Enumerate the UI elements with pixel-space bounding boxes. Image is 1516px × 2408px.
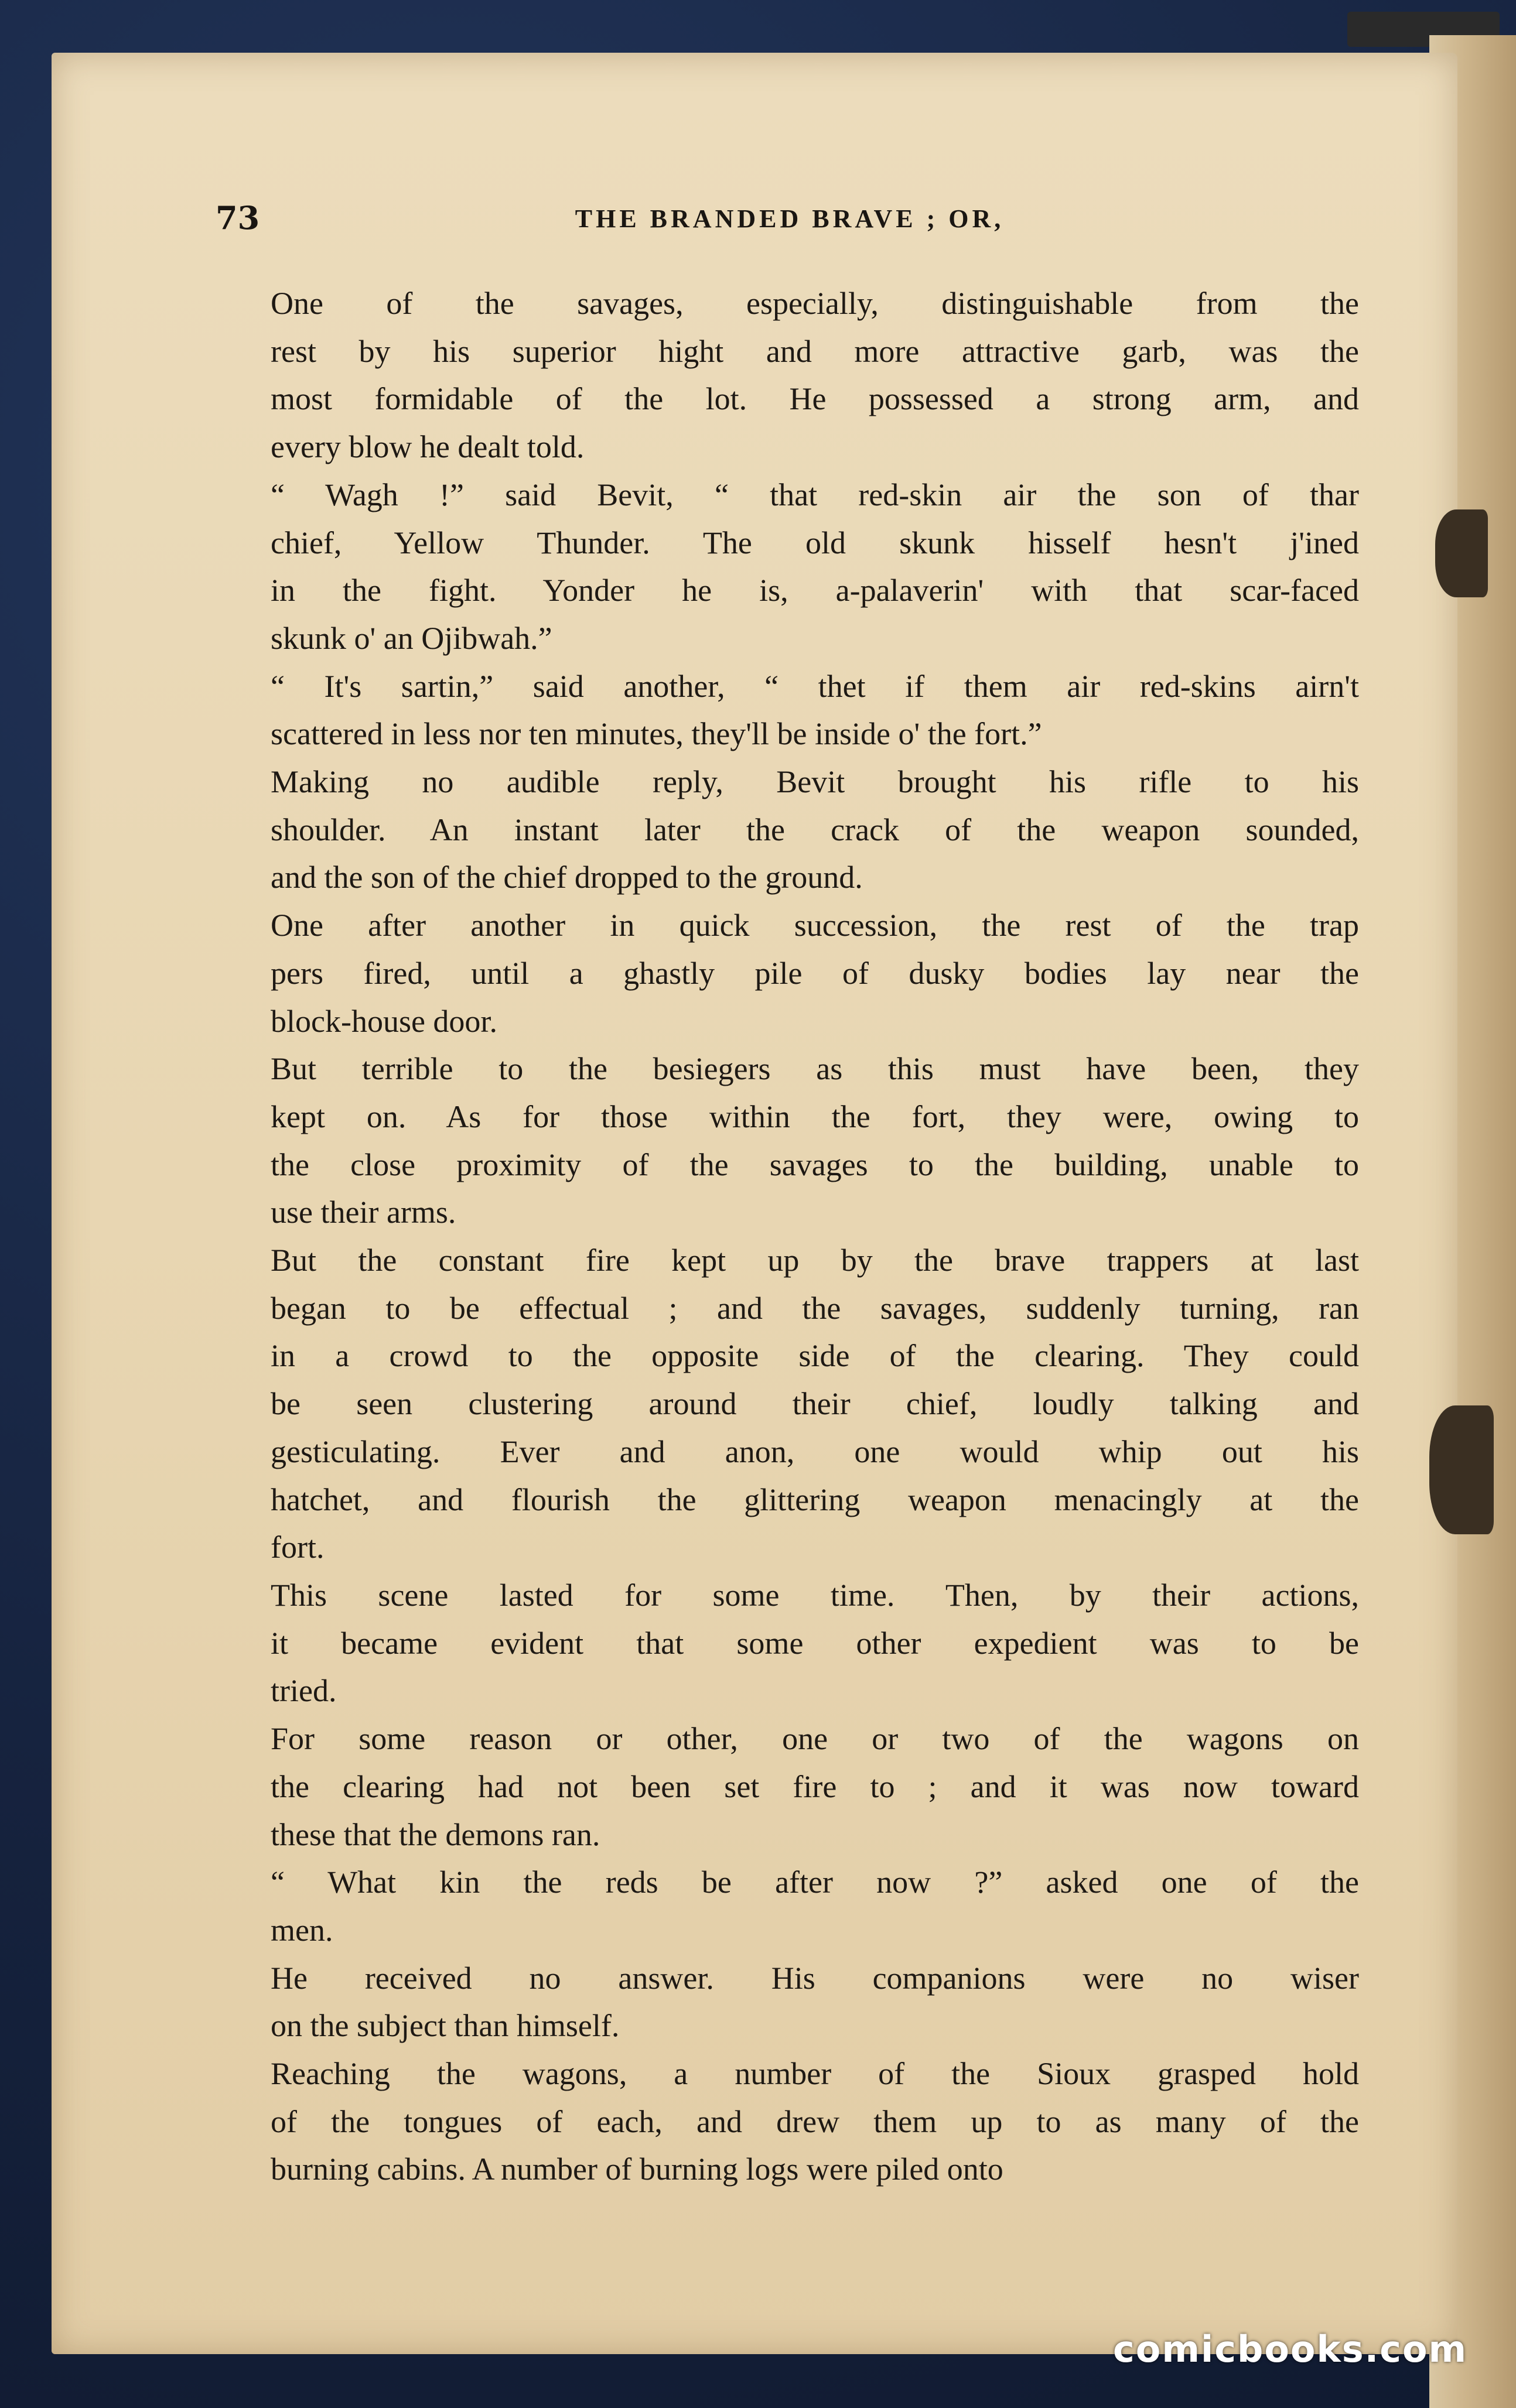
text-line: of the tongues of each, and drew them up to as many of the (271, 2103, 1359, 2139)
text-line: This scene lasted for some time. Then, by their actions, (271, 1577, 1359, 1613)
text-line: the clearing had not been set fire to ; and it was now toward (271, 1769, 1359, 1804)
paragraph (223, 280, 1359, 471)
text-line: But the constant fire kept up by the brave trappers at last (271, 1243, 1359, 1278)
text-line: One after another in quick succession, the rest of the trap (271, 908, 1359, 943)
paragraph (223, 1572, 1359, 1715)
text-line: “ Wagh !” said Bevit, “ that red-skin air the son of thar (271, 477, 1359, 512)
text-line: “ What kin the reds be after now ?” asked one of the (271, 1865, 1359, 1900)
paragraph (223, 1859, 1359, 1954)
text-line: kept on. As for those within the fort, they were, owing to (271, 1099, 1359, 1134)
text-line: “ It's sartin,” said another, “ thet if them air red-skins airn't (271, 668, 1359, 704)
text-line: chief, Yellow Thunder. The old skunk hisself hesn't j'ined (271, 525, 1359, 560)
text-line: men. (271, 1912, 333, 1948)
text-line: burning cabins. A number of burning logs were piled onto (271, 2152, 1003, 2187)
text-line: most formidable of the lot. He possessed a strong arm, and (271, 381, 1359, 417)
text-line: One of the savages, especially, distinguishable from the (271, 286, 1359, 321)
text-line: and the son of the chief dropped to the ground. (271, 860, 863, 895)
text-line: For some reason or other, one or two of the wagons on (271, 1721, 1359, 1757)
text-line: He received no answer. His companions were no wiser (271, 1960, 1359, 1996)
paragraph (223, 1045, 1359, 1237)
text-line: scattered in less nor ten minutes, they'll be inside o' the fort.” (271, 716, 1042, 752)
page-number: 73 (216, 199, 260, 237)
text-line: use their arms. (271, 1195, 456, 1230)
page-header (216, 199, 1364, 240)
paragraph (223, 1955, 1359, 2050)
text-line: Reaching the wagons, a number of the Sioux grasped hold (271, 2056, 1359, 2092)
text-line: in the fight. Yonder he is, a-palaverin' with that scar-faced (271, 573, 1359, 608)
text-line: gesticulating. Ever and anon, one would whip out his (271, 1434, 1359, 1469)
text-line: block-house door. (271, 1003, 497, 1039)
paragraph (223, 471, 1359, 663)
text-line: it became evident that some other expedient was to be (271, 1625, 1359, 1661)
text-line: on the subject than himself. (271, 2008, 620, 2044)
text-line: every blow he dealt told. (271, 429, 585, 465)
paragraph (223, 663, 1359, 758)
text-line: these that the demons ran. (271, 1817, 600, 1852)
text-line: in a crowd to the opposite side of the clearing. They could (271, 1338, 1359, 1374)
text-line: hatchet, and flourish the glittering weapon menacingly at the (271, 1482, 1359, 1517)
text-line: shoulder. An instant later the crack of the weapon sounded, (271, 812, 1359, 847)
text-line: the close proximity of the savages to the building, unable to (271, 1147, 1359, 1182)
paragraph (223, 758, 1359, 902)
text-line: skunk o' an Ojibwah.” (271, 620, 552, 656)
text-line: be seen clustering around their chief, loudly talking and (271, 1386, 1359, 1422)
text-line: began to be effectual ; and the savages, suddenly turning, ran (271, 1290, 1359, 1326)
page-tear-lower (1429, 1405, 1494, 1534)
paragraph (223, 2050, 1359, 2194)
text-line: rest by his superior hight and more attractive garb, was the (271, 333, 1359, 369)
paragraph (223, 1237, 1359, 1572)
paragraph (223, 902, 1359, 1045)
text-line: fort. (271, 1530, 325, 1565)
text-line: Making no audible reply, Bevit brought his rifle to his (271, 764, 1359, 800)
text-line: pers fired, until a ghastly pile of dusky bodies lay near the (271, 955, 1359, 991)
watermark: comicbooks.com (1113, 2328, 1468, 2371)
text-line: tried. (271, 1673, 337, 1709)
page-tear-upper (1435, 509, 1488, 597)
paragraph (223, 1715, 1359, 1859)
body-text (223, 280, 1359, 2194)
text-line: But terrible to the besiegers as this must have been, they (271, 1051, 1359, 1087)
running-head: THE BRANDED BRAVE ; OR, (575, 204, 1005, 233)
